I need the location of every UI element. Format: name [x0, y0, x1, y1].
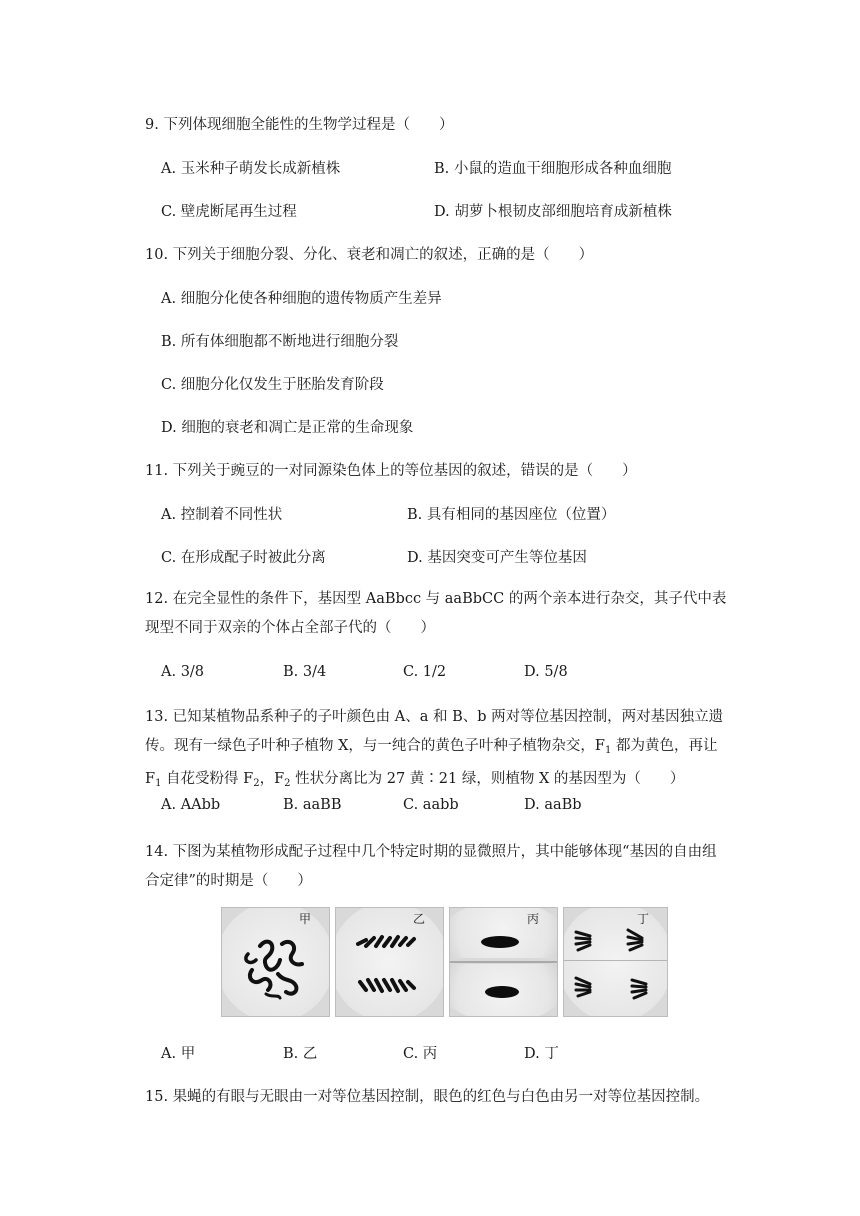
- question-10-option-d[interactable]: D. 细胞的衰老和凋亡是正常的生命现象: [161, 420, 414, 436]
- question-14-option-a[interactable]: A. 甲: [161, 1046, 196, 1062]
- figure-label-bing: 丙: [526, 912, 539, 926]
- question-13-option-a[interactable]: A. AAbb: [161, 797, 221, 813]
- question-12-option-d[interactable]: D. 5/8: [524, 664, 568, 680]
- question-10-option-a[interactable]: A. 细胞分化使各种细胞的遗传物质产生差异: [161, 291, 442, 307]
- question-13-option-b[interactable]: B. aaBB: [283, 797, 342, 813]
- question-9-stem: 9. 下列体现细胞全能性的生物学过程是（ ）: [145, 117, 454, 133]
- question-11-option-a[interactable]: A. 控制着不同性状: [161, 507, 283, 523]
- question-11-option-d[interactable]: D. 基因突变可产生等位基因: [407, 550, 587, 566]
- question-15-stem: 15. 果蝇的有眼与无眼由一对等位基因控制，眼色的红色与白色由另一对等位基因控制。: [145, 1089, 710, 1105]
- figure-label-ding: 丁: [636, 912, 649, 926]
- question-10-stem: 10. 下列关于细胞分裂、分化、衰老和凋亡的叙述，正确的是（ ）: [145, 247, 594, 263]
- question-12-option-c[interactable]: C. 1/2: [403, 664, 447, 680]
- question-9-option-d[interactable]: D. 胡萝卜根韧皮部细胞培育成新植株: [434, 204, 672, 220]
- question-12-option-b[interactable]: B. 3/4: [283, 664, 327, 680]
- question-12-option-a[interactable]: A. 3/8: [161, 664, 205, 680]
- micrograph-ding: [563, 907, 668, 1017]
- micrograph-bing: [449, 907, 558, 1017]
- figure-label-yi: 乙: [412, 912, 425, 926]
- question-11-option-b[interactable]: B. 具有相同的基因座位（位置）: [407, 507, 616, 523]
- question-12-stem: 12. 在完全显性的条件下，基因型 AaBbcc 与 aaBbCC 的两个亲本进行杂交，其子代中表现型不同于双亲的个体占全部子代的（ ）: [145, 591, 727, 636]
- question-14-option-d[interactable]: D. 丁: [524, 1046, 559, 1062]
- chromosome-tetrad-icon: [564, 908, 667, 1016]
- micrograph-jia: [221, 907, 330, 1017]
- question-13-option-d[interactable]: D. aaBb: [524, 797, 582, 813]
- question-13-stem: 13. 已知某植物品系种子的子叶颜色由 A、a 和 B、b 两对等位基因控制，两对基因独立遗传。现有一绿色子叶种子植物 X，与一纯合的黄色子叶种子植物杂交，$F_1$ 都为黄色，再让 $F_1$ 自花受粉得 $F_2$，$F_2$ 性状分离比为 27 黄∶21 绿，则植物 X 的基因型为（ ）: [145, 709, 724, 789]
- question-9-option-b[interactable]: B. 小鼠的造血干细胞形成各种血细胞: [434, 161, 672, 177]
- micrograph-yi: [335, 907, 444, 1017]
- question-13-option-c[interactable]: C. aabb: [403, 797, 459, 813]
- figure-label-jia: 甲: [298, 912, 311, 926]
- question-9-option-c[interactable]: C. 壁虎断尾再生过程: [161, 204, 297, 220]
- chromosome-tangle-icon: [222, 908, 329, 1016]
- question-9-option-a[interactable]: A. 玉米种子萌发长成新植株: [161, 161, 341, 177]
- question-14-option-b[interactable]: B. 乙: [283, 1046, 318, 1062]
- question-14-stem: 14. 下图为某植物形成配子过程中几个特定时期的显微照片，其中能够体现“基因的自由组合定律”的时期是（ ）: [145, 844, 717, 889]
- question-11-stem: 11. 下列关于豌豆的一对同源染色体上的等位基因的叙述，错误的是（ ）: [145, 463, 637, 479]
- chromosome-clumps-icon: [450, 908, 557, 1016]
- question-14-option-c[interactable]: C. 丙: [403, 1046, 438, 1062]
- question-10-option-c[interactable]: C. 细胞分化仅发生于胚胎发育阶段: [161, 377, 384, 393]
- question-11-option-c[interactable]: C. 在形成配子时被此分离: [161, 550, 326, 566]
- question-10-option-b[interactable]: B. 所有体细胞都不断地进行细胞分裂: [161, 334, 399, 350]
- chromosome-rows-icon: [336, 908, 443, 1016]
